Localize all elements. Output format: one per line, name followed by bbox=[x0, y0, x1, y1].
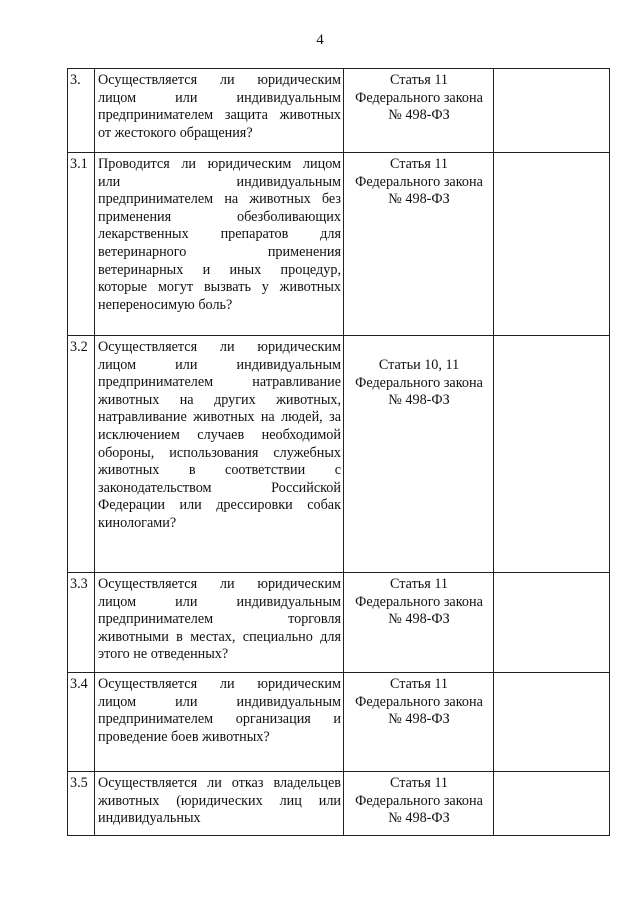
law-number: № 498-ФЗ bbox=[388, 810, 450, 827]
empty-cell bbox=[494, 69, 610, 153]
law-reference-cell bbox=[344, 772, 494, 836]
page-number: 4 bbox=[316, 32, 324, 48]
question-cell: Осуществляется ли юридическим лицом или индивидуальным предпринимателем натравливание животных на других животных, натравливание животных на людей, за исключением случаев необходимой обороны, использования служебных животных в соответствии с законодательством Российской Федерации или дрессировки собак кинологами? bbox=[95, 336, 344, 573]
law-article: Статья 11 bbox=[390, 72, 448, 88]
law-article: Статья 11 bbox=[390, 156, 448, 172]
row-number: 3. bbox=[68, 69, 95, 153]
law-reference-cell bbox=[344, 336, 494, 573]
empty-cell bbox=[494, 772, 610, 836]
empty-cell bbox=[494, 573, 610, 673]
law-name: Федерального закона bbox=[355, 89, 483, 106]
law-name: Федерального закона bbox=[355, 173, 483, 190]
law-name: Федерального закона bbox=[355, 593, 483, 610]
law-name: Федерального закона bbox=[355, 374, 483, 391]
law-reference-cell bbox=[344, 69, 494, 153]
law-reference-cell bbox=[344, 573, 494, 673]
law-number: № 498-ФЗ bbox=[388, 711, 450, 728]
question-cell: Осуществляется ли отказ владельцев животных (юридических лиц или индивидуальных bbox=[95, 772, 344, 836]
table-row bbox=[68, 153, 610, 336]
law-reference-cell bbox=[344, 673, 494, 772]
row-number: 3.5 bbox=[68, 772, 95, 836]
table-row bbox=[68, 573, 610, 673]
row-number: 3.4 bbox=[68, 673, 95, 772]
table-row bbox=[68, 69, 610, 153]
table-row bbox=[68, 336, 610, 573]
question-cell: Осуществляется ли юридическим лицом или индивидуальным предпринимателем торговля животными в местах, специально для этого не отведенных? bbox=[95, 573, 344, 673]
table-row bbox=[68, 772, 610, 836]
checklist-table bbox=[67, 68, 610, 836]
empty-cell bbox=[494, 336, 610, 573]
law-article: Статья 11 bbox=[390, 775, 448, 791]
law-article: Статья 11 bbox=[390, 576, 448, 592]
law-number: № 498-ФЗ bbox=[388, 107, 450, 124]
law-number: № 498-ФЗ bbox=[388, 611, 450, 628]
empty-cell bbox=[494, 153, 610, 336]
law-reference-cell bbox=[344, 153, 494, 336]
law-article: Статьи 10, 11 bbox=[378, 357, 460, 373]
row-number: 3.3 bbox=[68, 573, 95, 673]
question-cell: Проводится ли юридическим лицом или индивидуальным предпринимателем на животных без применения обезболивающих лекарственных препаратов для ветеринарного применения ветеринарных и иных процедур, которые могут вызвать у животных непереносимую боль? bbox=[95, 153, 344, 336]
law-article: Статья 11 bbox=[390, 676, 448, 692]
law-number: № 498-ФЗ bbox=[388, 191, 450, 208]
empty-cell bbox=[494, 673, 610, 772]
question-cell: Осуществляется ли юридическим лицом или индивидуальным предпринимателем защита животных от жестокого обращения? bbox=[95, 69, 344, 153]
row-number: 3.2 bbox=[68, 336, 95, 573]
question-cell: Осуществляется ли юридическим лицом или индивидуальным предпринимателем организация и проведение боев животных? bbox=[95, 673, 344, 772]
table-row bbox=[68, 673, 610, 772]
law-name: Федерального закона bbox=[355, 792, 483, 809]
law-name: Федерального закона bbox=[355, 693, 483, 710]
law-number: № 498-ФЗ bbox=[388, 392, 450, 409]
row-number: 3.1 bbox=[68, 153, 95, 336]
